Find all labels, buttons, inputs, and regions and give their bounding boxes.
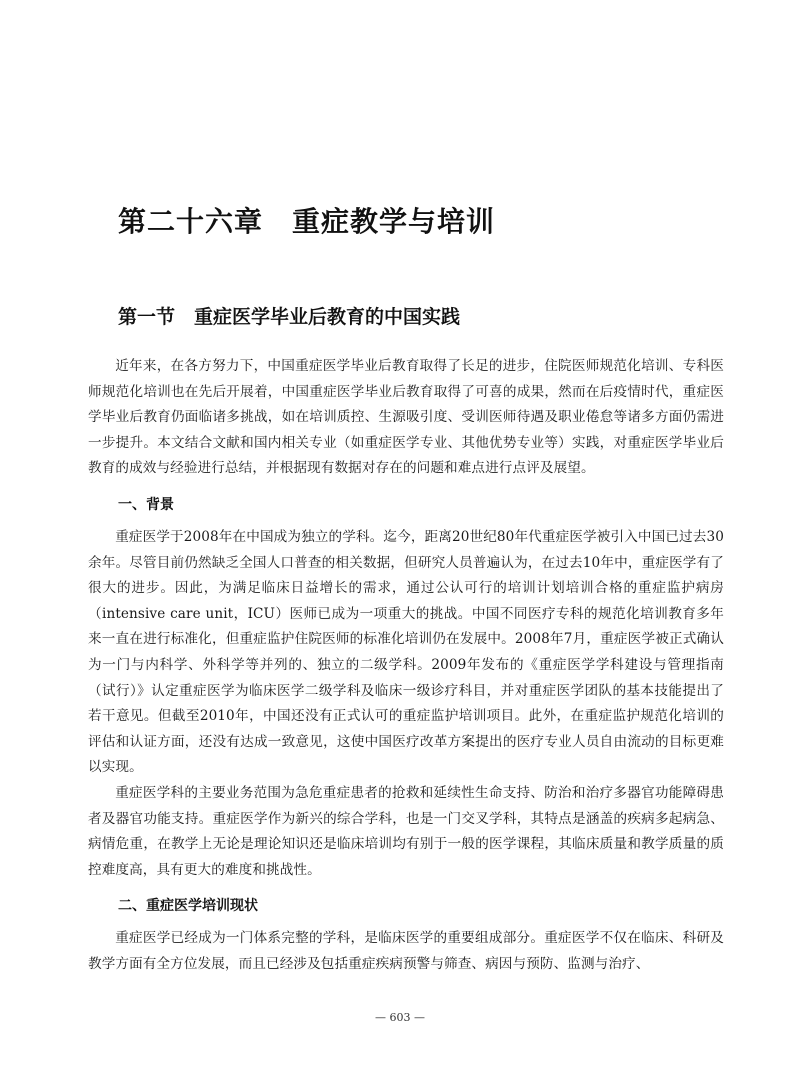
heading-training-status: 二、重症医学培训现状: [118, 898, 258, 915]
page-number: — 603 —: [375, 1011, 425, 1024]
status-paragraph-1: 重症医学已经成为一门体系完整的学科，是临床医学的重要组成部分。重症医学不仅在临床、科研及教学方面有全方位发展，而且已经涉及包括重症疾病预警与筛查、病因与预防、监测与治疗、: [88, 930, 724, 972]
background-paragraph-1: 重症医学于2008年在中国成为独立的学科。迄今，距离20世纪80年代重症医学被引入中国已过去30余年。尽管目前仍然缺乏全国人口普查的相关数据，但研究人员普遍认为，在过去10年中，重症医学有了很大的进步。因此，为满足临床日益增长的需求，通过公认可行的培训计划培训合格的重症监护病房（intensive care unit，ICU）医师已成为一项重大的挑战。中国不同医疗专科的规范化培训教育多年来一直在进行标准化，但重症监护住院医师的标准化培训仍在发展中。2008年7月，重症医学被正式确认为一门与内科学、外科学等并列的、独立的二级学科。2009年发布的《重症医学学科建设与管理指南（试行）》认定重症医学为临床医学二级学科及临床一级诊疗科目，并对重症医学团队的基本技能提出了若干意见。但截至2010年，中国还没有正式认可的重症监护培训项目。此外，在重症监护规范化培训的评估和认证方面，还没有达成一致意见，这使中国医疗改革方案提出的医疗专业人员自由流动的目标更难以实现。: [88, 528, 724, 776]
heading-background: 一、背景: [118, 496, 174, 513]
body-text: [88, 354, 724, 977]
chapter-title: 第二十六章 重症教学与培训: [118, 205, 496, 238]
background-paragraph-2: 重症医学科的主要业务范围为急危重症患者的抢救和延续性生命支持、防治和治疗多器官功能障碍患者及器官功能支持。重症医学作为新兴的综合学科，也是一门交叉学科，其特点是涵盖的疾病多起病急、病情危重，在教学上无论是理论知识还是临床培训均有别于一般的医学课程，其临床质量和教学质量的质控难度高，具有更大的难度和挑战性。: [88, 784, 724, 878]
section-title: 第一节 重症医学毕业后教育的中国实践: [118, 306, 461, 328]
intro-paragraph: 近年来，在各方努力下，中国重症医学毕业后教育取得了长足的进步，住院医师规范化培训、专科医师规范化培训也在先后开展着，中国重症医学毕业后教育取得了可喜的成果，然而在后疫情时代，重症医学毕业后教育仍面临诸多挑战，如在培训质控、生源吸引度、受训医师待遇及职业倦怠等诸多方面仍需进一步提升。本文结合文献和国内相关专业（如重症医学专业、其他优势专业等）实践，对重症医学毕业后教育的成效与经验进行总结，并根据现有数据对存在的问题和难点进行点评及展望。: [88, 358, 724, 477]
